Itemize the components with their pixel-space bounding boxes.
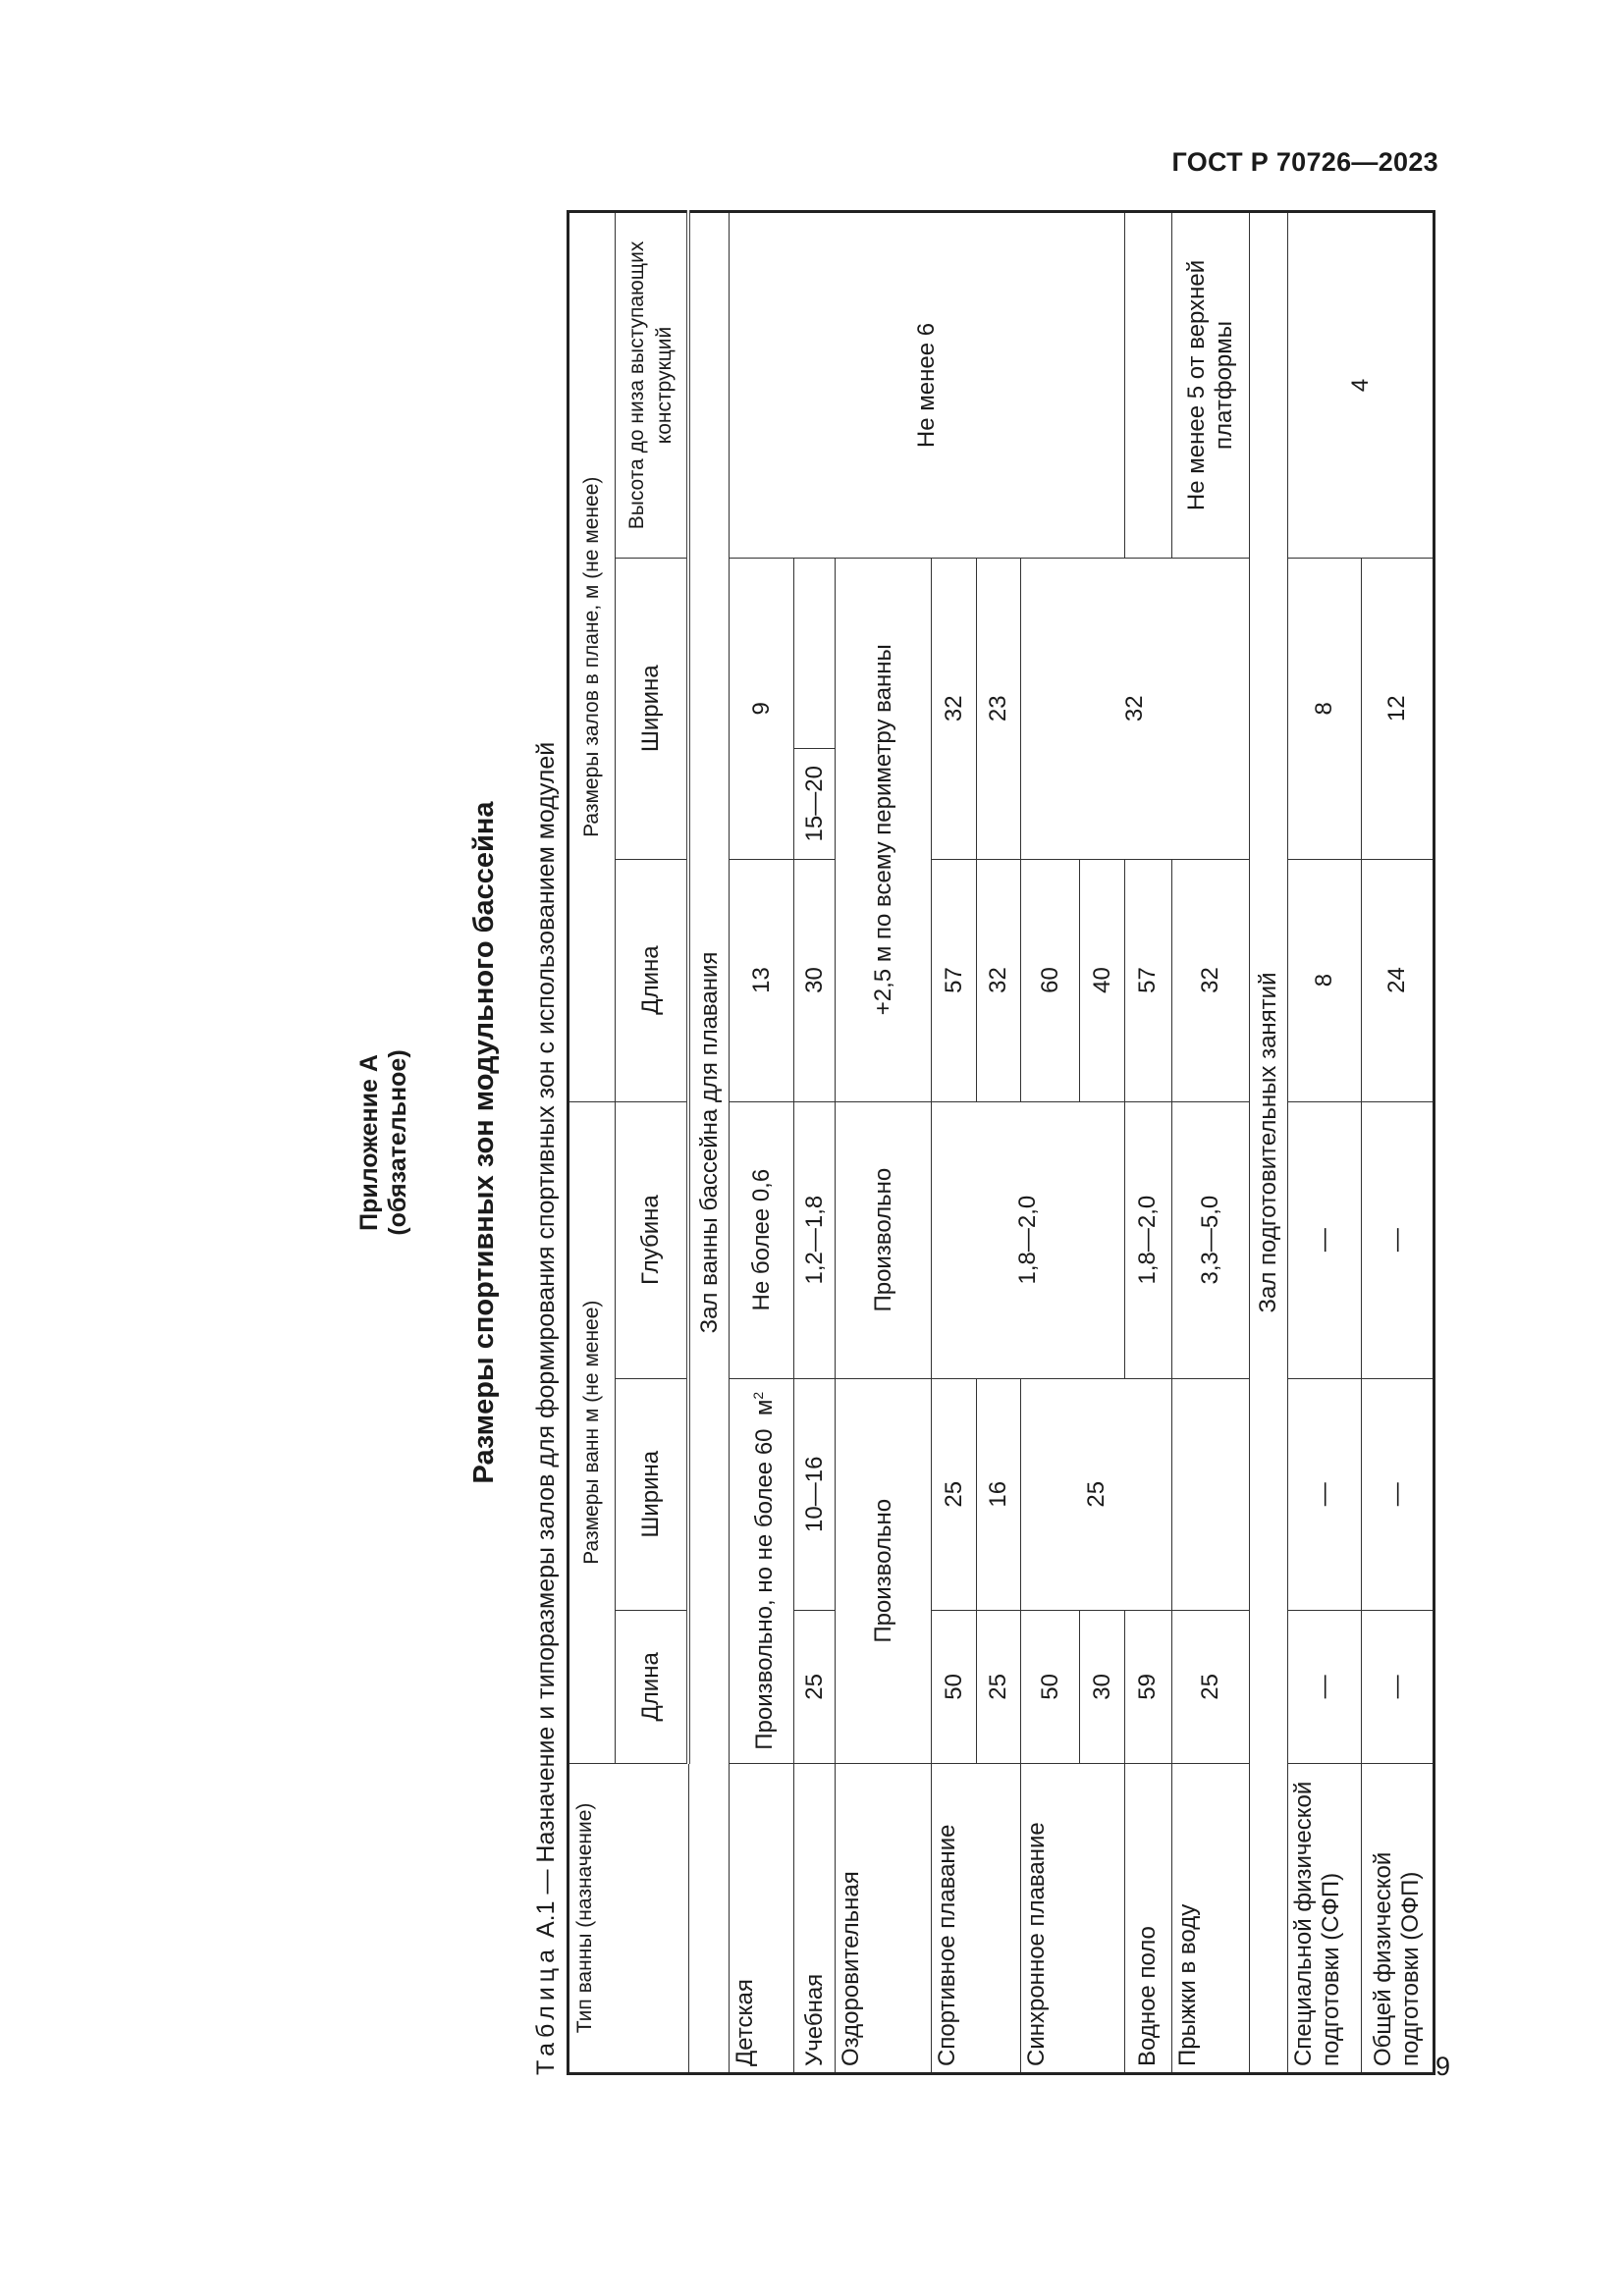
row-type: Общей физической подготовки (ОФП) — [1361, 1763, 1434, 2073]
cell-hall-length: 24 — [1361, 859, 1434, 1101]
cell-hall-length: 13 — [730, 859, 794, 1101]
section-row — [688, 212, 729, 2074]
cell-depth: — — [1361, 1101, 1434, 1378]
cell-hall-length: 32 — [976, 859, 1021, 1101]
cell-width: 25 — [932, 1378, 977, 1610]
cell-depth: Произвольно — [836, 1101, 932, 1378]
caption-text: — Назначение и типоразмеры залов для формирования спортивных зон с использованием модулей — [532, 741, 560, 1895]
appendix-status: (обязательное) — [384, 1049, 411, 1236]
row-type: Специальной физической подготовки (СФП) — [1288, 1763, 1361, 2073]
cell-hall-length: 57 — [1124, 859, 1171, 1101]
table-row — [1288, 212, 1361, 2074]
cell-length: 50 — [932, 1610, 977, 1763]
table-caption — [532, 742, 561, 2075]
page-title: Размеры спортивных зон модульного бассейна — [468, 801, 500, 1484]
cell-hall-width: 23 — [976, 558, 1021, 859]
table-row — [730, 212, 794, 2074]
cell-hall-width: 12 — [1361, 558, 1434, 859]
table-row — [1171, 212, 1249, 2074]
cell-hall-width: 9 — [730, 558, 794, 859]
cell-width: 25 — [1021, 1378, 1171, 1610]
row-type: Водное поло — [1124, 1763, 1171, 2073]
section-row — [1249, 212, 1288, 2074]
appendix-heading — [355, 210, 412, 2075]
cell-width: 10—16 — [794, 1378, 836, 1610]
cell-width: 16 — [976, 1378, 1021, 1610]
cell-depth: Не более 0,6 — [730, 1101, 794, 1378]
rotated-content — [355, 210, 1435, 2075]
cell-length: 25 — [976, 1610, 1021, 1763]
cell-width: — — [1361, 1378, 1434, 1610]
section-pool-hall: Зал ванны бассейна для плавания — [688, 212, 729, 2074]
caption-number: А.1 — [532, 1900, 560, 1939]
cell-length: 25 — [794, 1610, 836, 1763]
cell-height: Не менее 5 от верхней платформы — [1171, 212, 1249, 559]
cell-hall: +2,5 м по всему периметру ванны — [836, 558, 932, 1101]
caption-prefix: Таблица — [532, 1944, 560, 2075]
cell-depth: 1,2—1,8 — [794, 1101, 836, 1378]
header-baths-group: Размеры ванн м (не менее) — [568, 1101, 616, 1763]
cell-length: 25 — [1171, 1610, 1249, 1763]
table-row — [1124, 212, 1171, 2074]
header-hall-width: Ширина — [615, 558, 688, 859]
cell-spacer — [1171, 1378, 1249, 1610]
cell-hall-length: 30 — [794, 859, 836, 1101]
appendix-label: Приложение А — [355, 1054, 383, 1231]
cell-depth: 1,8—2,0 — [932, 1101, 1125, 1378]
cell-length: 50 — [1021, 1610, 1080, 1763]
cell-size-text: Произвольно, но не более 60 — [751, 1428, 779, 1750]
cell-depth: 1,8—2,0 — [1124, 1101, 1171, 1378]
cell-depth: — — [1288, 1101, 1361, 1378]
cell-spacer — [794, 558, 836, 748]
sizes-table — [567, 210, 1435, 2075]
row-type: Детская — [730, 1763, 794, 2073]
cell-hall-width: 32 — [932, 558, 977, 859]
standard-code: ГОСТ Р 70726—2023 — [1171, 147, 1438, 177]
cell-hall-width: 15—20 — [794, 748, 836, 859]
row-type: Прыжки в воду — [1171, 1763, 1249, 2073]
cell-hall-length: 40 — [1080, 859, 1125, 1101]
cell-hall-length: 60 — [1021, 859, 1080, 1101]
cell-size: Произвольно — [836, 1378, 932, 1763]
row-type: Синхронное плавание — [1021, 1763, 1124, 2073]
header-hall-length: Длина — [615, 859, 688, 1101]
header-width: Ширина — [615, 1378, 688, 1610]
cell-hall-width: 8 — [1288, 558, 1361, 859]
header-row — [568, 212, 616, 2074]
row-type: Оздоровительная — [836, 1763, 932, 2073]
header-halls-group: Размеры залов в плане, м (не менее) — [568, 212, 616, 1102]
cell-size: Произвольно, но не более 60 $м^2$ — [730, 1378, 794, 1763]
cell-hall-length: 32 — [1171, 859, 1249, 1101]
header-type: Тип ванны (назначение) — [568, 1763, 689, 2073]
cell-hall-width: 32 — [1021, 558, 1249, 859]
cell-length: — — [1361, 1610, 1434, 1763]
cell-length: 59 — [1124, 1610, 1171, 1763]
cell-size-unit: м — [751, 1399, 779, 1416]
cell-hall-length: 57 — [932, 859, 977, 1101]
section-prep-hall: Зал подготовительных занятий — [1249, 212, 1288, 2074]
cell-depth: 3,3—5,0 — [1171, 1101, 1249, 1378]
row-type: Учебная — [794, 1763, 836, 2073]
cell-length: — — [1288, 1610, 1361, 1763]
header-height: Высота до низа выступающих конструкций — [615, 212, 688, 559]
header-depth: Глубина — [615, 1101, 688, 1378]
row-type: Спортивное плавание — [932, 1763, 1021, 2073]
cell-hall-length: 8 — [1288, 859, 1361, 1101]
cell-height-prep: 4 — [1288, 212, 1435, 559]
header-length: Длина — [615, 1610, 688, 1763]
cell-width: — — [1288, 1378, 1361, 1610]
cell-height-pool: Не менее 6 — [730, 212, 1125, 559]
page-number: 9 — [1435, 2052, 1450, 2081]
cell-length: 30 — [1080, 1610, 1125, 1763]
